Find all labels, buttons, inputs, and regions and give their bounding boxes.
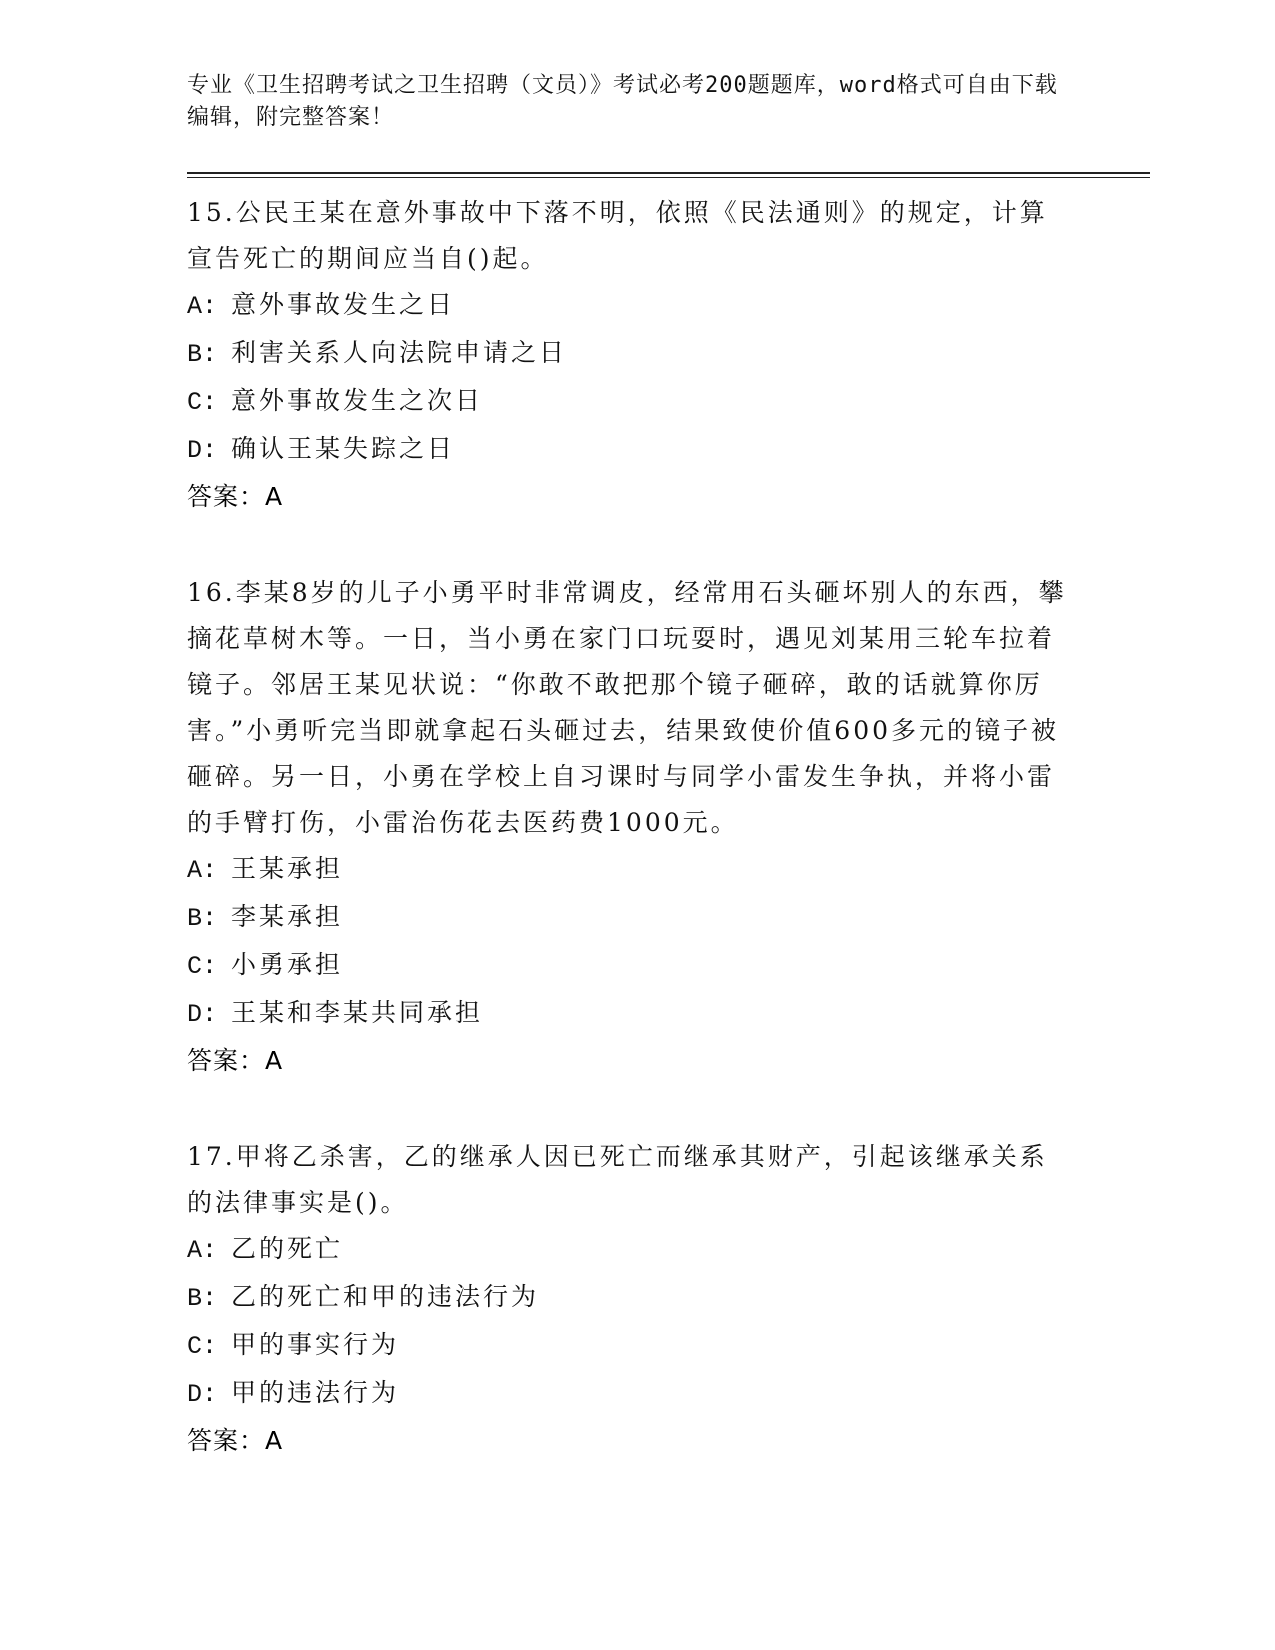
option-a [187, 282, 1147, 330]
option-key: D: [187, 436, 218, 465]
option-d [187, 1370, 1147, 1418]
option-text: 意外事故发生之日 [231, 290, 456, 319]
question-16 [187, 570, 1147, 1084]
option-key: A: [187, 856, 218, 885]
divider-line-thin [187, 177, 1150, 178]
question-text: 17.甲将乙杀害，乙的继承人因已死亡而继承其财产，引起该继承关系的法律事实是()。 [187, 1142, 1048, 1217]
option-key: B: [187, 904, 218, 933]
option-key: D: [187, 1000, 218, 1029]
question-text: 15.公民王某在意外事故中下落不明，依照《民法通则》的规定，计算宣告死亡的期间应当自()起。 [187, 198, 1048, 273]
option-d [187, 990, 1147, 1038]
option-text: 乙的死亡和甲的违法行为 [231, 1282, 540, 1311]
answer-line: 答案：A [187, 482, 284, 511]
answer-line: 答案：A [187, 1046, 284, 1075]
option-key: C: [187, 952, 218, 981]
option-key: A: [187, 292, 218, 321]
option-a [187, 1226, 1147, 1274]
option-text: 甲的事实行为 [231, 1330, 400, 1359]
option-text: 王某和李某共同承担 [231, 998, 484, 1027]
option-key: D: [187, 1380, 218, 1409]
option-c [187, 1322, 1147, 1370]
option-c [187, 378, 1147, 426]
option-d [187, 426, 1147, 474]
option-b [187, 330, 1147, 378]
header-divider [187, 172, 1150, 178]
option-text: 小勇承担 [231, 950, 344, 979]
option-key: B: [187, 340, 218, 369]
option-c [187, 942, 1147, 990]
option-text: 确认王某失踪之日 [231, 434, 456, 463]
divider-line-thick [187, 172, 1150, 174]
option-text: 甲的违法行为 [231, 1378, 400, 1407]
document-header: 专业《卫生招聘考试之卫生招聘（文员）》考试必考200题题库，word格式可自由下载编辑，附完整答案！ [187, 73, 1058, 130]
option-text: 乙的死亡 [231, 1234, 344, 1263]
option-key: A: [187, 1236, 218, 1265]
option-b [187, 894, 1147, 942]
option-text: 利害关系人向法院申请之日 [231, 338, 568, 367]
question-text: 16.李某8岁的儿子小勇平时非常调皮，经常用石头砸坏别人的东西，攀摘花草树木等。一日，当小勇在家门口玩耍时，遇见刘某用三轮车拉着镜子。邻居王某见状说：“你敢不敢把那个镜子砸碎，敢的话就算你厉害。”小勇听完当即就拿起石头砸过去，结果致使价值600多元的镜子被砸碎。另一日，小勇在学校上自习课时与同学小雷发生争执，并将小雷的手臂打伤，小雷治伤花去医药费1000元。 [187, 578, 1067, 837]
option-text: 李某承担 [231, 902, 344, 931]
answer-line: 答案：A [187, 1426, 284, 1455]
option-b [187, 1274, 1147, 1322]
question-17 [187, 1134, 1147, 1464]
document-page [187, 70, 1147, 1464]
option-key: B: [187, 1284, 218, 1313]
option-text: 王某承担 [231, 854, 344, 883]
question-15 [187, 190, 1147, 520]
option-key: C: [187, 1332, 218, 1361]
option-text: 意外事故发生之次日 [231, 386, 484, 415]
option-key: C: [187, 388, 218, 417]
option-a [187, 846, 1147, 894]
